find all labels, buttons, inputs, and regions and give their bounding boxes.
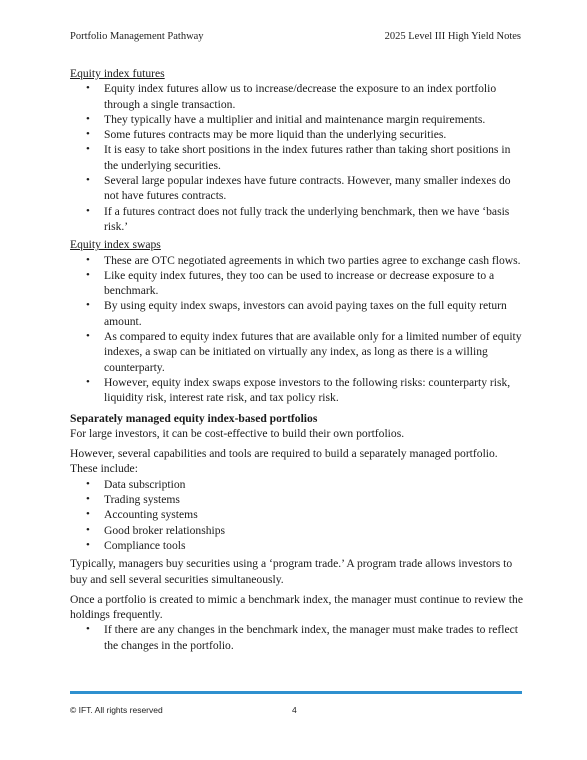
list-item-text: They typically have a multiplier and initial and maintenance margin requirements. xyxy=(104,112,486,126)
list-item-text: Trading systems xyxy=(104,493,180,507)
bullet-icon: • xyxy=(86,128,90,141)
list-item-text: Accounting systems xyxy=(104,508,198,522)
list-item xyxy=(70,173,525,204)
header-pathway-title: Portfolio Management Pathway xyxy=(70,31,204,42)
tools-bullet-list xyxy=(70,477,525,553)
list-item xyxy=(70,204,525,235)
bullet-icon: • xyxy=(86,253,90,266)
bullet-icon: • xyxy=(86,143,90,156)
paragraph-review-holdings: Once a portfolio is created to mimic a benchmark index, the manager must continue to review the holdings frequently. xyxy=(70,592,523,622)
list-item-text: As compared to equity index futures that are available only for a limited number of equity indexes, a swap can be initiated on virtually any index, as long as there is a willing counterparty. xyxy=(104,330,522,374)
list-item-text: However, equity index swaps expose investors to the following risks: counterparty risk, liquidity risk, interest rate risk, and tax policy risk. xyxy=(104,375,511,405)
list-item xyxy=(70,112,525,127)
list-item xyxy=(70,81,525,112)
list-item-text: Equity index futures allow us to increase/decrease the exposure to an index portfolio through a single transaction. xyxy=(104,82,497,111)
list-item-text: Several large popular indexes have future contracts. However, many smaller indexes do not have futures contracts. xyxy=(104,174,511,203)
futures-bullet-list xyxy=(70,81,525,234)
list-item xyxy=(70,127,525,142)
list-item-text: Good broker relationships xyxy=(104,523,226,537)
list-item-text: Data subscription xyxy=(104,477,186,491)
header-notes-title: 2025 Level III High Yield Notes xyxy=(384,31,521,42)
bullet-icon: • xyxy=(86,623,90,636)
list-item xyxy=(70,538,525,553)
bullet-icon: • xyxy=(86,330,90,343)
bullet-icon: • xyxy=(86,523,90,536)
list-item-text: These are OTC negotiated agreements in which two parties agree to exchange cash flows. xyxy=(104,253,521,267)
list-item xyxy=(70,142,525,173)
list-item xyxy=(70,329,525,375)
list-item-text: If there are any changes in the benchmark index, the manager must make trades to reflect the changes in the portfolio. xyxy=(104,623,518,652)
list-item-text: Like equity index futures, they too can be used to increase or decrease exposure to a benchmark. xyxy=(104,268,495,298)
final-bullet-list xyxy=(70,622,525,653)
bullet-icon: • xyxy=(86,174,90,187)
bullet-icon: • xyxy=(86,204,90,217)
list-item xyxy=(70,253,525,268)
paragraph-program-trade: Typically, managers buy securities using a ‘program trade.’ A program trade allows investors to buy and sell several securities simultaneously. xyxy=(70,557,513,586)
bullet-icon: • xyxy=(86,375,90,388)
list-item xyxy=(70,477,525,492)
footer-copyright: © IFT. All rights reserved xyxy=(70,705,163,715)
list-item-text: It is easy to take short positions in the index futures rather than taking short positions in the underlying securities. xyxy=(104,143,511,172)
list-item-text: Some futures contracts may be more liquid than the underlying securities. xyxy=(104,128,447,142)
bullet-icon: • xyxy=(86,538,90,551)
list-item xyxy=(70,268,525,299)
list-item xyxy=(70,492,525,507)
swaps-heading: Equity index swaps xyxy=(70,238,161,252)
swaps-bullet-list xyxy=(70,253,525,406)
bullet-icon: • xyxy=(86,299,90,312)
list-item-text: If a futures contract does not fully track the underlying benchmark, then we have ‘basis risk.’ xyxy=(104,204,510,233)
footer-rule xyxy=(70,691,522,694)
separately-managed-heading: Separately managed equity index-based portfolios xyxy=(70,411,318,425)
list-item xyxy=(70,298,525,329)
list-item-text: Compliance tools xyxy=(104,538,186,552)
list-item-text: By using equity index swaps, investors can avoid paying taxes on the full equity return amount. xyxy=(104,299,507,328)
list-item xyxy=(70,507,525,522)
bullet-icon: • xyxy=(86,493,90,506)
futures-heading: Equity index futures xyxy=(70,67,165,80)
bullet-icon: • xyxy=(86,268,90,281)
paragraph-capabilities: However, several capabilities and tools are required to build a separately managed portfolio. These include: xyxy=(70,447,498,476)
paragraph-cost-effective: For large investors, it can be cost-effective to build their own portfolios. xyxy=(70,426,405,440)
page-content xyxy=(70,66,525,656)
bullet-icon: • xyxy=(86,508,90,521)
bullet-icon: • xyxy=(86,112,90,125)
list-item xyxy=(70,375,525,406)
list-item xyxy=(70,523,525,538)
bullet-icon: • xyxy=(86,82,90,95)
page-number: 4 xyxy=(292,705,297,715)
bullet-icon: • xyxy=(86,477,90,490)
list-item xyxy=(70,622,525,653)
